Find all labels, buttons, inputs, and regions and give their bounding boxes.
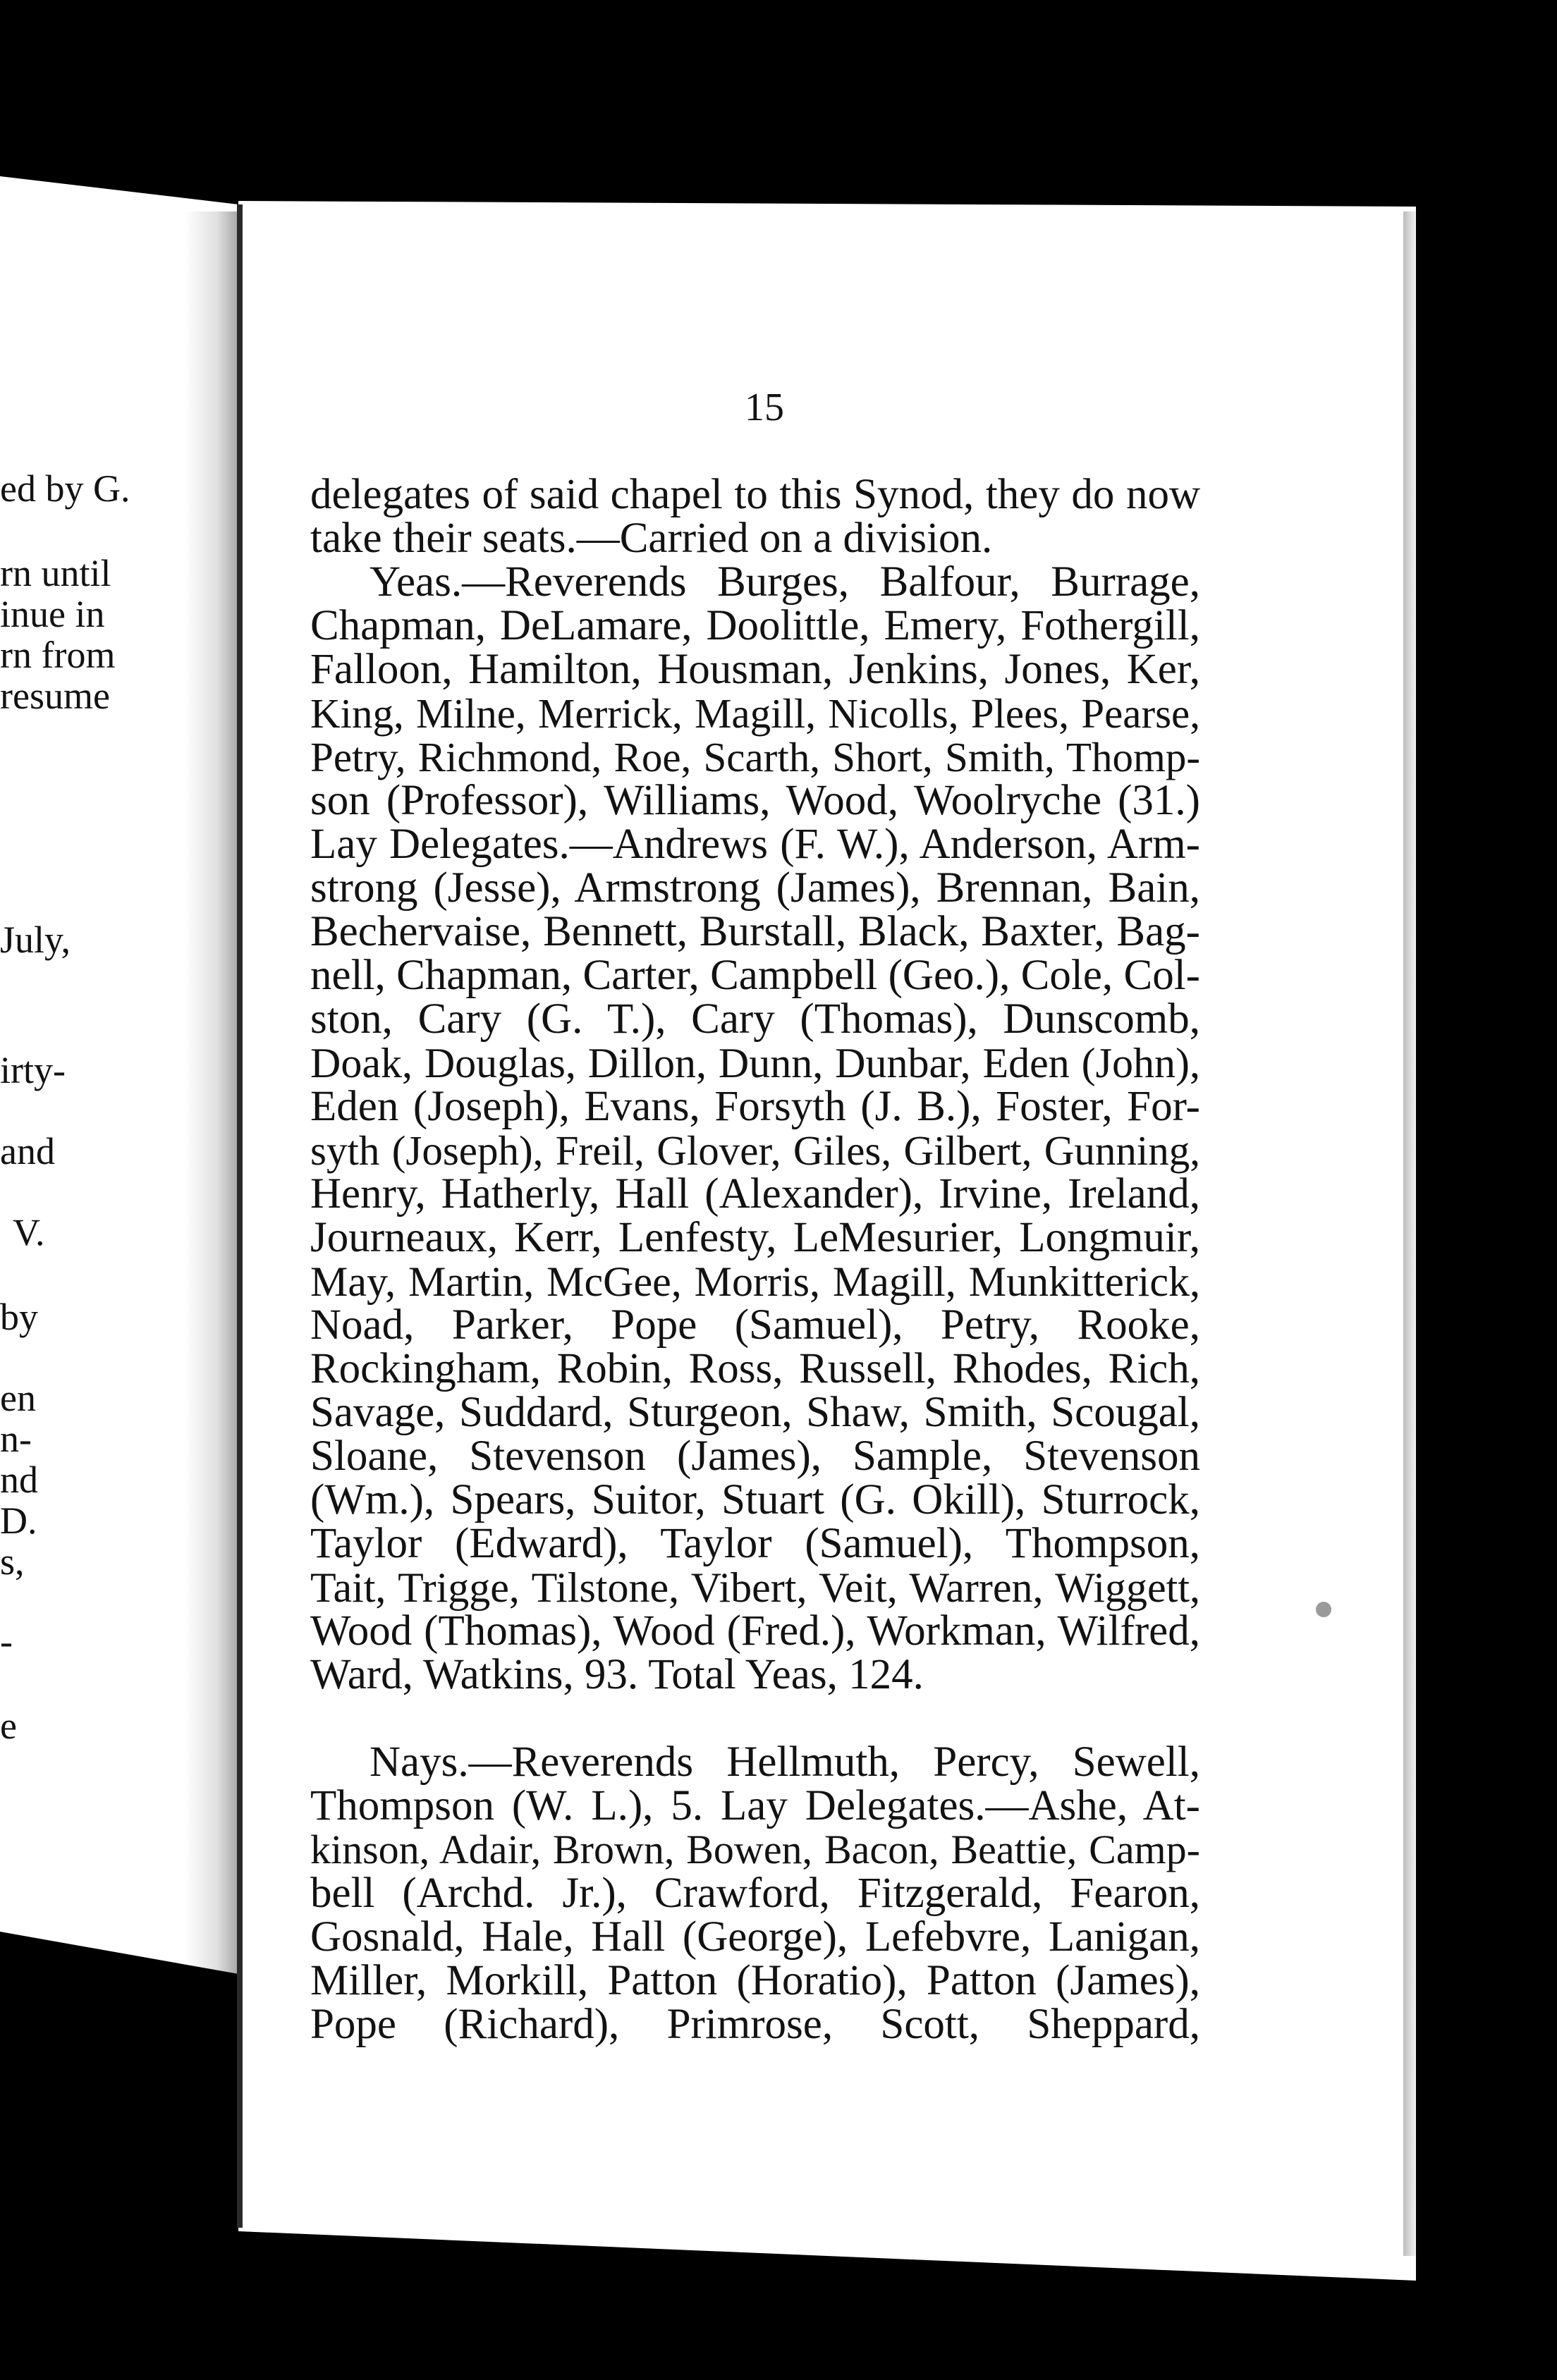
body-line: Yeas.—Reverends Burges, Balfour, Burrage,: [370, 558, 1200, 606]
body-line: King, Milne, Merrick, Magill, Nicolls, Plees, Pearse,: [310, 690, 1200, 737]
body-line: bell (Archd. Jr.), Crawford, Fitzgerald, Fearon,: [310, 1870, 1200, 1917]
page-number: 15: [745, 386, 784, 429]
paper-speck: [1316, 1602, 1331, 1617]
left-page-fragment: n-: [0, 1418, 32, 1460]
body-line: Petry, Richmond, Roe, Scarth, Short, Smith, Thomp-: [310, 734, 1200, 780]
body-line: Ward, Watkins, 93. Total Yeas, 124.: [310, 1651, 924, 1698]
left-page-fragment: irty-: [0, 1049, 66, 1091]
page-spine-edge: [237, 204, 243, 2228]
left-page-fragment: resume: [0, 675, 110, 717]
left-page-fragment: rn from: [0, 634, 116, 676]
left-page-fragment: s,: [0, 1540, 25, 1583]
left-page-gutter-shadow: [185, 211, 238, 2002]
body-line: kinson, Adair, Brown, Bowen, Bacon, Beattie, Camp-: [310, 1827, 1200, 1872]
left-page-fragment: inue in: [0, 593, 105, 635]
body-line: Rockingham, Robin, Ross, Russell, Rhodes, Rich,: [310, 1345, 1200, 1392]
body-line: Thompson (W. L.), 5. Lay Delegates.—Ashe, At-: [310, 1782, 1200, 1829]
body-line: (Wm.), Spears, Suitor, Stuart (G. Okill), Sturrock,: [310, 1476, 1200, 1523]
body-line: Noad, Parker, Pope (Samuel), Petry, Rooke,: [310, 1301, 1200, 1349]
body-line: Pope (Richard), Primrose, Scott, Sheppard,: [310, 2001, 1200, 2048]
left-page-fragment: D.: [0, 1499, 37, 1542]
left-page-fragment: ed by G.: [0, 467, 130, 510]
body-line: Chapman, DeLamare, Doolittle, Emery, Fothergill,: [310, 602, 1200, 649]
left-page-fragment: V.: [13, 1211, 45, 1253]
left-page-fragment: July,: [0, 919, 71, 961]
body-line: Journeaux, Kerr, Lenfesty, LeMesurier, Longmuir,: [310, 1214, 1200, 1261]
left-page-fragment: en: [0, 1377, 36, 1419]
body-line: Sloane, Stevenson (James), Sample, Stevenson: [310, 1433, 1200, 1480]
left-page-fragment: -: [0, 1620, 13, 1662]
body-line: Bechervaise, Bennett, Burstall, Black, Baxter, Bag-: [310, 908, 1200, 955]
body-line: strong (Jesse), Armstrong (James), Brennan, Bain,: [310, 864, 1200, 912]
left-page-fragment: by: [0, 1296, 38, 1338]
body-line: Gosnald, Hale, Hall (George), Lefebvre, Lanigan,: [310, 1913, 1200, 1961]
left-page-fragment: nd: [0, 1459, 38, 1501]
body-line: Nays.—Reverends Hellmuth, Percy, Sewell,: [370, 1738, 1200, 1786]
body-line: Henry, Hatherly, Hall (Alexander), Irvine, Ireland,: [310, 1170, 1200, 1217]
body-line: Falloon, Hamilton, Housman, Jenkins, Jones, Ker,: [310, 646, 1200, 693]
body-line: Taylor (Edward), Taylor (Samuel), Thompson,: [310, 1520, 1200, 1567]
body-line: nell, Chapman, Carter, Campbell (Geo.), Cole, Col-: [310, 952, 1200, 999]
body-line: syth (Joseph), Freil, Glover, Giles, Gilbert, Gunning,: [310, 1127, 1200, 1174]
left-page-fragment: and: [0, 1130, 55, 1172]
left-page-fragment: rn until: [0, 552, 111, 594]
body-line: May, Martin, McGee, Morris, Magill, Munkitterick,: [310, 1258, 1200, 1305]
body-line: Wood (Thomas), Wood (Fred.), Workman, Wilfred,: [310, 1607, 1200, 1655]
body-line: Lay Delegates.—Andrews (F. W.), Anderson, Arm-: [310, 821, 1200, 868]
page-fore-edge: [1403, 211, 1416, 2256]
body-line: Eden (Joseph), Evans, Forsyth (J. B.), Foster, For-: [310, 1083, 1200, 1130]
body-line: delegates of said chapel to this Synod, they do now: [310, 471, 1200, 518]
body-line: take their seats.—Carried on a division.: [310, 515, 993, 562]
body-line: son (Professor), Williams, Wood, Woolryche (31.): [310, 777, 1200, 824]
body-line: Doak, Douglas, Dillon, Dunn, Dunbar, Eden (John),: [310, 1040, 1200, 1086]
body-line: Miller, Morkill, Patton (Horatio), Patton (James),: [310, 1957, 1200, 2004]
left-page-fragment: e: [0, 1705, 17, 1747]
body-line: ston, Cary (G. T.), Cary (Thomas), Dunscomb,: [310, 995, 1200, 1043]
body-line: Tait, Trigge, Tilstone, Vibert, Veit, Warren, Wiggett,: [310, 1564, 1200, 1611]
body-line: Savage, Suddard, Sturgeon, Shaw, Smith, Scougal,: [310, 1389, 1200, 1436]
